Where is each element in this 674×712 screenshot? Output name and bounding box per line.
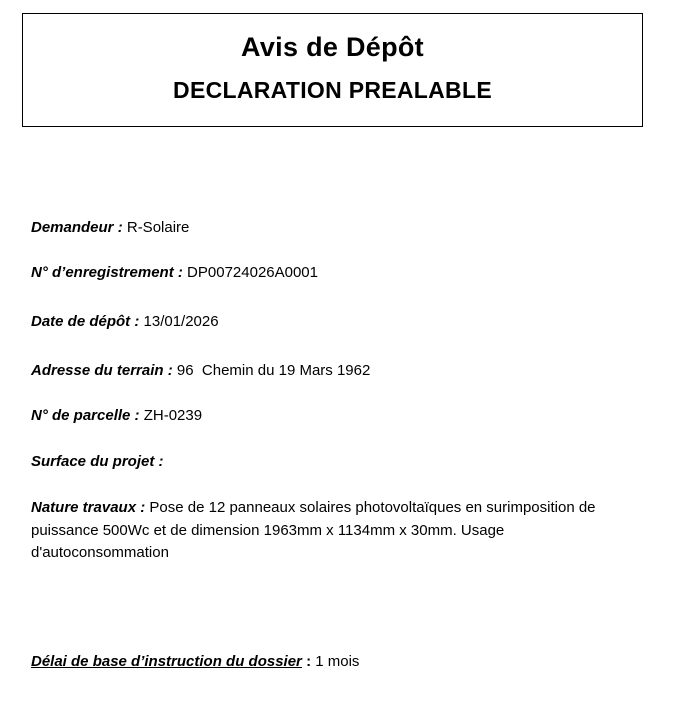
field-nature-travaux-label: Nature travaux :	[31, 499, 146, 516]
field-numero-parcelle-label: N° de parcelle :	[31, 407, 140, 424]
field-date-depot-value: 13/01/2026	[143, 313, 219, 330]
field-demandeur-label: Demandeur :	[31, 219, 123, 236]
field-nature-travaux	[31, 497, 643, 565]
field-numero-enregistrement-label: N° d’enregistrement :	[31, 264, 183, 281]
field-demandeur	[31, 217, 643, 240]
field-numero-enregistrement-value: DP00724026A0001	[187, 264, 318, 281]
field-demandeur-value: R-Solaire	[126, 219, 190, 236]
document-subtitle: DECLARATION PREALABLE	[173, 76, 492, 103]
field-date-depot-label: Date de dépôt :	[31, 313, 140, 330]
field-surface-projet-label: Surface du projet :	[31, 453, 164, 470]
field-delai-instruction	[31, 651, 643, 674]
document-title: Avis de Dépôt	[241, 32, 424, 62]
field-surface-projet	[31, 451, 643, 474]
field-adresse-terrain-label: Adresse du terrain :	[31, 362, 173, 379]
field-adresse-terrain-value: 96 Chemin du 19 Mars 1962	[176, 362, 371, 379]
field-delai-instruction-separator: :	[306, 653, 312, 670]
title-box	[22, 13, 643, 127]
field-numero-enregistrement	[31, 262, 643, 285]
field-nature-travaux-value: Pose de 12 panneaux solaires photovoltaïques en surimposition de puissance 500Wc et de dimension 1963mm x 1134mm x 30mm. Usage d'autoconsommation	[31, 499, 600, 561]
field-numero-parcelle	[31, 405, 643, 428]
field-numero-parcelle-value: ZH-0239	[143, 407, 203, 424]
field-delai-instruction-value: 1 mois	[315, 653, 360, 670]
field-delai-instruction-label: Délai de base d’instruction du dossier	[31, 653, 302, 670]
field-adresse-terrain	[31, 360, 643, 383]
field-date-depot	[31, 311, 643, 334]
